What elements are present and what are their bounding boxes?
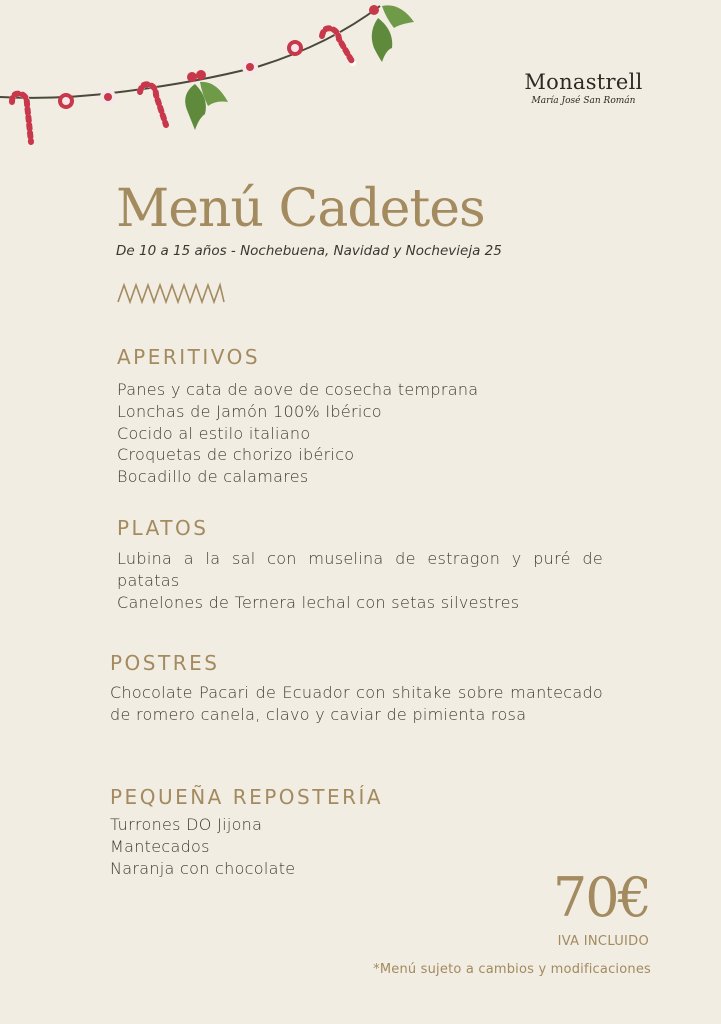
list-item: Cocido al estilo italiano bbox=[117, 423, 311, 443]
list-item: Bocadillo de calamares bbox=[117, 467, 309, 487]
disclaimer: *Menú sujeto a cambios y modificaciones bbox=[373, 962, 651, 977]
section-heading-platos: PLATOS bbox=[117, 516, 209, 540]
candy-cane-icon bbox=[12, 94, 31, 142]
list-item: Naranja con chocolate bbox=[110, 858, 296, 878]
list-item: Mantecados bbox=[110, 836, 210, 856]
section-heading-postres: POSTRES bbox=[110, 651, 220, 675]
section-heading-reposteria: PEQUEÑA REPOSTERÍA bbox=[110, 785, 384, 809]
list-item: Lubina a la sal con muselina de estragon y puré de patatas bbox=[117, 549, 603, 590]
menu-price: 70€ bbox=[552, 866, 650, 929]
brand-logo bbox=[516, 70, 651, 106]
brand-name: Monastrell bbox=[524, 70, 643, 94]
menu-subtitle: De 10 a 15 años - Nochebuena, Navidad y Nochevieja 25 bbox=[116, 243, 502, 259]
list-item: Turrones DO Jijona bbox=[110, 815, 263, 834]
postres-list bbox=[110, 682, 603, 726]
platos-list bbox=[117, 548, 603, 613]
list-item: Chocolate Pacari de Ecuador con shitake sobre mantecado de romero canela, clavo y caviar de pimienta rosa bbox=[110, 683, 603, 724]
zigzag-ornament-icon bbox=[116, 282, 226, 304]
list-item: Croquetas de chorizo ibérico bbox=[117, 445, 355, 465]
candy-cane-icon bbox=[322, 28, 353, 63]
menu-title: Menú Cadetes bbox=[116, 179, 485, 239]
aperitivos-list bbox=[117, 379, 507, 488]
list-item: Panes y cata de aove de cosecha temprana bbox=[117, 380, 479, 399]
brand-signature: María José San Román bbox=[531, 96, 636, 106]
candy-cane-icon bbox=[140, 84, 166, 125]
holly-leaf-icon bbox=[369, 5, 414, 62]
section-heading-aperitivos: APERITIVOS bbox=[117, 345, 261, 369]
list-item: Lonchas de Jamón 100% Ibérico bbox=[117, 401, 382, 421]
christmas-garland-icon bbox=[0, 0, 430, 150]
vat-note: IVA INCLUIDO bbox=[557, 934, 649, 949]
reposteria-list bbox=[110, 814, 410, 879]
list-item: Canelones de Ternera lechal con setas silvestres bbox=[117, 592, 520, 612]
